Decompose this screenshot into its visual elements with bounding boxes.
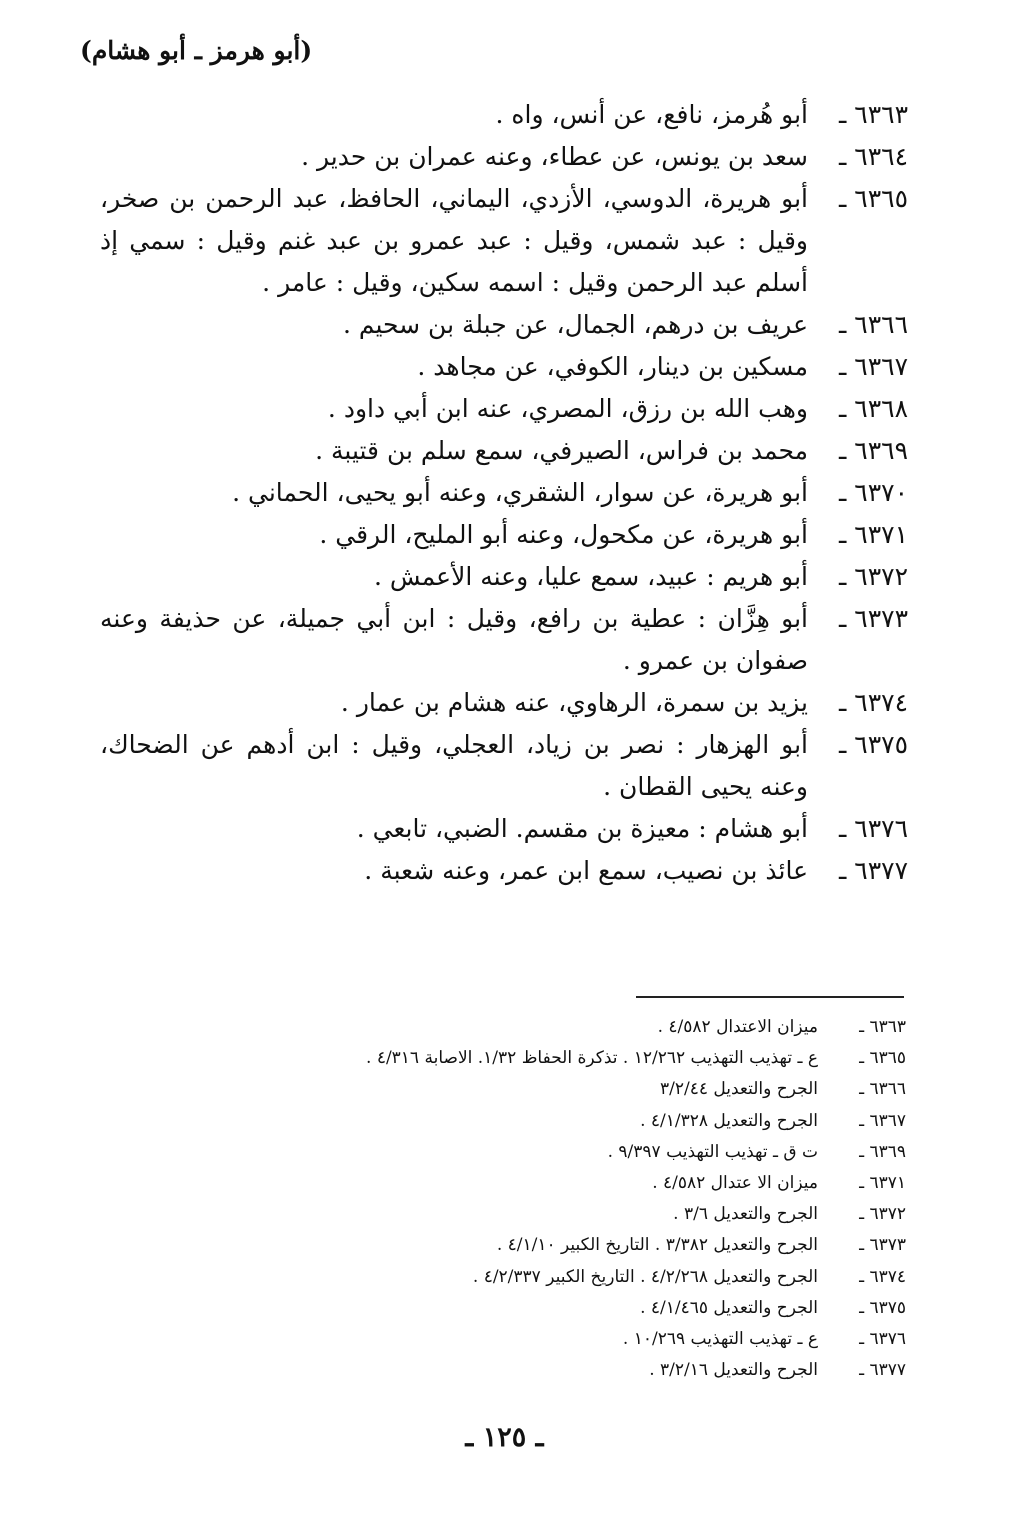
entry-number: ٦٣٦٩ ـ	[839, 436, 908, 465]
footnote-number: ٦٣٧١ ـ	[859, 1173, 906, 1194]
footnote-text: الجرح والتعديل ٤/١/٣٢٨ .	[640, 1110, 818, 1131]
entries-list	[100, 94, 908, 892]
entry-text: عائذ بن نصيب، سمع ابن عمر، وعنه شعبة .	[364, 856, 808, 885]
entry-text: أبو هُرمز، نافع، عن أنس، واه .	[495, 100, 808, 129]
footnote-text: ع ـ تهذيب التهذيب ١٠/٢٦٩ .	[622, 1329, 818, 1350]
footnote	[250, 1199, 906, 1230]
footnote-number: ٦٣٧٤ ـ	[859, 1266, 906, 1287]
entry	[100, 556, 908, 598]
entry	[100, 304, 908, 346]
footnote-text: الجرح والتعديل ٣/٦ .	[673, 1204, 818, 1225]
entry-number: ٦٣٧١ ـ	[839, 520, 908, 549]
footnote-number: ٦٣٧٢ ـ	[859, 1204, 906, 1225]
entry	[100, 808, 908, 850]
entry	[100, 346, 908, 388]
entry-number: ٦٣٧٧ ـ	[839, 856, 908, 885]
entry-number: ٦٣٧٦ ـ	[839, 814, 908, 843]
entry-number: ٦٣٦٨ ـ	[839, 394, 908, 423]
footnote	[250, 1262, 906, 1293]
page-number: ـ ١٢٥ ـ	[465, 1422, 544, 1453]
entry-text: أبو هريرة، عن مكحول، وعنه أبو المليح، الرقي .	[319, 520, 808, 549]
running-header: (أبو هرمز ـ أبو هشام)	[80, 36, 313, 65]
entry-text: عريف بن درهم، الجمال، عن جبلة بن سحيم .	[342, 310, 808, 339]
entry-number: ٦٣٦٤ ـ	[839, 142, 908, 171]
entry	[100, 850, 908, 892]
entry	[100, 682, 908, 724]
entry-text: محمد بن فراس، الصيرفي، سمع سلم بن قتيبة .	[315, 436, 808, 465]
entry-text: أبو هريم : عبيد، سمع عليا، وعنه الأعمش .	[373, 562, 808, 591]
footnote-text: الجرح والتعديل ٤/١/٤٦٥ .	[640, 1297, 818, 1318]
entry	[100, 472, 908, 514]
entry-number: ٦٣٧٣ ـ	[839, 604, 908, 633]
footnote	[250, 1043, 906, 1074]
entry-number: ٦٣٧٢ ـ	[839, 562, 908, 591]
footnote-number: ٦٣٧٥ ـ	[859, 1297, 906, 1318]
footnote-number: ٦٣٦٧ ـ	[859, 1110, 906, 1131]
footnote-number: ٦٣٦٩ ـ	[859, 1141, 906, 1162]
footnote-text: الجرح والتعديل ٣/٢/١٦ .	[649, 1360, 818, 1381]
footnote	[250, 1137, 906, 1168]
entry-number: ٦٣٧٥ ـ	[839, 730, 908, 759]
entry-text: مسكين بن دينار، الكوفي، عن مجاهد .	[417, 352, 808, 381]
entry	[100, 136, 908, 178]
footnote-number: ٦٣٦٥ ـ	[859, 1048, 906, 1069]
footnote	[250, 1074, 906, 1105]
entry-number: ٦٣٦٦ ـ	[839, 310, 908, 339]
footnote-text: الجرح والتعديل ٤/٢/٢٦٨ . التاريخ الكبير ٤/٢/٣٣٧ .	[472, 1266, 818, 1287]
entry-text: وهب الله بن رزق، المصري، عنه ابن أبي داود .	[327, 394, 808, 423]
footnote-text: ت ق ـ تهذيب التهذيب ٩/٣٩٧ .	[607, 1141, 818, 1162]
footnote-text: ميزان الاعتدال ٤/٥٨٢ .	[657, 1017, 818, 1037]
entry	[100, 388, 908, 430]
entry-text: أبو هِزَّان : عطية بن رافع، وقيل : ابن أبي جميلة، عن حذيفة وعنه صفوان بن عمرو .	[100, 604, 808, 675]
entry-number: ٦٣٦٣ ـ	[839, 100, 908, 129]
footnote-text: ميزان الا عتدال ٤/٥٨٢ .	[652, 1173, 818, 1194]
footnote-divider	[636, 996, 904, 998]
footnote	[250, 1230, 906, 1261]
footnote-number: ٦٣٧٧ ـ	[859, 1360, 906, 1381]
entry-text: أبو الهزهار : نصر بن زياد، العجلي، وقيل : ابن أدهم عن الضحاك، وعنه يحيى القطان .	[100, 730, 808, 801]
footnote	[250, 1324, 906, 1355]
entry-text: سعد بن يونس، عن عطاء، وعنه عمران بن حدير .	[301, 142, 808, 171]
entry-text: أبو هريرة، الدوسي، الأزدي، اليماني، الحافظ، عبد الرحمن بن صخر، وقيل : عبد شمس، وقيل : عبد عمرو بن عبد غنم وقيل : سمي إذ أسلم عبد الرحمن وقيل : اسمه سكين، وقيل : عامر .	[100, 184, 808, 297]
footnotes-list	[250, 1012, 906, 1386]
footnote	[250, 1168, 906, 1199]
entry	[100, 430, 908, 472]
entry	[100, 724, 908, 808]
footnote-number: ٦٣٦٣ ـ	[859, 1017, 906, 1037]
footnote-text: الجرح والتعديل ٣/٣٨٢ . التاريخ الكبير ٤/١/١٠ .	[496, 1235, 818, 1256]
footnote-text: ع ـ تهذيب التهذيب ١٢/٢٦٢ . تذكرة الحفاظ ١/٣٢. الاصابة ٤/٣١٦ .	[366, 1048, 818, 1069]
footnote-number: ٦٣٧٣ ـ	[859, 1235, 906, 1256]
footnote-number: ٦٣٧٦ ـ	[859, 1329, 906, 1350]
entry	[100, 514, 908, 556]
footnote	[250, 1012, 906, 1043]
entry-number: ٦٣٧٤ ـ	[839, 688, 908, 717]
footnote-number: ٦٣٦٦ ـ	[859, 1079, 906, 1100]
entry-text: يزيد بن سمرة، الرهاوي، عنه هشام بن عمار .	[340, 688, 808, 717]
entry	[100, 178, 908, 304]
footnote	[250, 1293, 906, 1324]
entry	[100, 598, 908, 682]
footnote-text: الجرح والتعديل ٣/٢/٤٤	[660, 1079, 818, 1100]
entry	[100, 94, 908, 136]
entry-text: أبو هريرة، عن سوار، الشقري، وعنه أبو يحيى، الحماني .	[232, 478, 808, 507]
entry-number: ٦٣٦٧ ـ	[839, 352, 908, 381]
entry-text: أبو هشام : معيزة بن مقسم. الضبي، تابعي .	[356, 814, 808, 843]
footnote	[250, 1355, 906, 1386]
entry-number: ٦٣٦٥ ـ	[839, 184, 908, 213]
entry-number: ٦٣٧٠ ـ	[839, 478, 908, 507]
footnote	[250, 1106, 906, 1137]
